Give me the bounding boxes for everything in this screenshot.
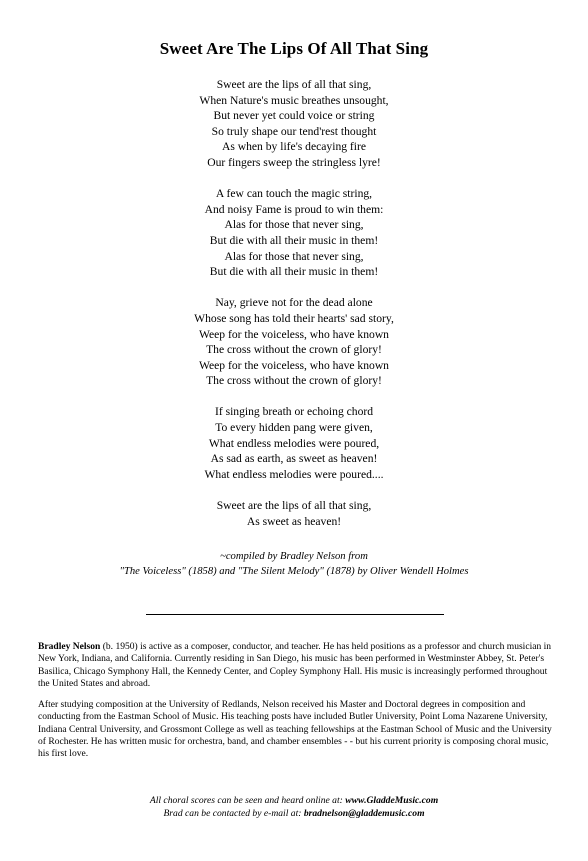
bio-paragraph-2: After studying composition at the University of Redlands, Nelson received his Master and Doctoral degrees in composition and conducting from the Eastman School of Music. His teaching posts have included Butler University, Point Loma Nazarene University, Indiana Central University, and Grossmont College as well as teaching fellowships at the Eastman School of Music and the University of Rochester. He has written music for orchestra, band, and chamber ensembles - - but his current priority is composing choral music, his first love. [38,699,552,760]
poem-line: Weep for the voiceless, who have known [199,327,389,341]
poem-line: Alas for those that never sing, [224,218,364,232]
poem [0,77,588,545]
poem-line: So truly shape our tend'rest thought [211,124,377,138]
website-link[interactable]: www.GladdeMusic.com [345,795,439,806]
stanza-4 [0,404,588,482]
contact-website-line [0,795,588,808]
stanza-3 [0,295,588,389]
contact-email-label: Brad can be contacted by e-mail at: [163,807,304,819]
poem-line: The cross without the crown of glory! [206,374,382,388]
poem-line: To every hidden pang were given, [215,421,373,435]
poem-line: Sweet are the lips of all that sing, [216,499,372,513]
poem-line: If singing breath or echoing chord [214,405,374,419]
composer-name: Bradley Nelson [38,641,101,652]
poem-line: As when by life's decaying fire [221,140,367,154]
poem-line: And noisy Fame is proud to win them: [204,202,384,216]
poem-line: A few can touch the magic string, [215,187,373,201]
poem-line: What endless melodies were poured.... [204,467,384,481]
bio-paragraph-1-text: (b. 1950) is active as a composer, conductor, and teacher. He has held positions as a professor and church musician in New York, Indiana, and California. Currently residing in San Diego, his music has been performed in Westminster Abbey, St. Peter's Basilica, Chicago Symphony Hall, the Kennedy Center, and Copley Symphony Hall. His music is increasingly performed throughout the United States and abroad. [38,641,552,689]
bio-paragraph-1 [38,641,556,690]
attribution-compiler: ~compiled by Bradley Nelson from [220,551,368,562]
poem-line: Weep for the voiceless, who have known [199,358,389,372]
page-title: Sweet Are The Lips Of All That Sing [159,39,429,58]
stanza-5 [0,498,588,529]
attribution [0,549,588,579]
poem-line: As sweet as heaven! [246,514,342,528]
contact-info [0,795,588,820]
poem-line: As sad as earth, as sweet as heaven! [210,452,378,466]
email-link[interactable]: bradnelson@gladdemusic.com [303,807,425,819]
poem-line: What endless melodies were poured, [208,436,380,450]
poem-line: But never yet could voice or string [213,109,375,123]
composer-biography [38,641,556,770]
poem-line: The cross without the crown of glory! [206,343,382,357]
attribution-sources: "The Voiceless" (1858) and "The Silent Melody" (1878) by Oliver Wendell Holmes [119,566,469,577]
poem-line: Nay, grieve not for the dead alone [215,296,373,310]
poem-line: When Nature's music breathes unsought, [199,93,389,107]
divider-line [146,614,444,615]
poem-line: Sweet are the lips of all that sing, [216,78,372,91]
poem-line: But die with all their music in them! [209,265,379,279]
poem-line: Our fingers sweep the stringless lyre! [207,155,381,169]
stanza-1 [0,77,588,171]
poem-line: Alas for those that never sing, [224,249,364,263]
poem-line: But die with all their music in them! [209,233,379,247]
stanza-2 [0,186,588,280]
contact-website-label: All choral scores can be seen and heard online at: [149,795,346,806]
poem-line: Whose song has told their hearts' sad story, [194,311,394,325]
contact-email-line [0,808,588,821]
